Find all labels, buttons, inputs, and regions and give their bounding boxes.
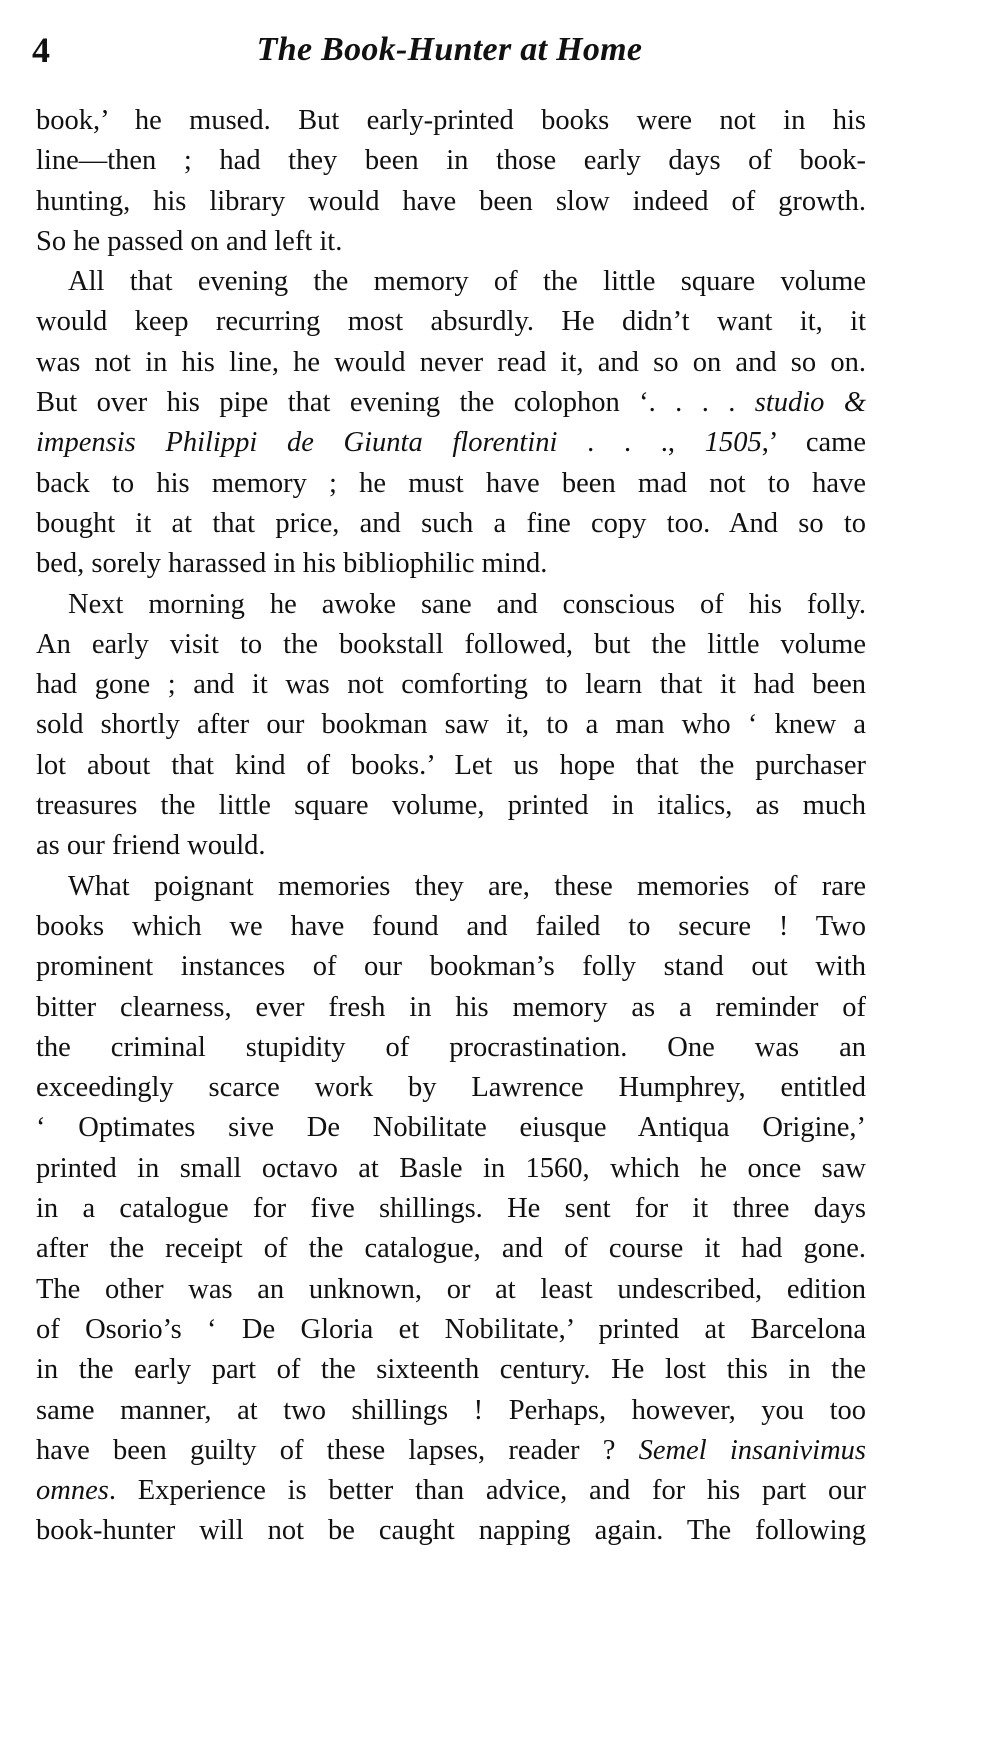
text-run: was not in his line, he would never read it, and so on and so on. bbox=[36, 346, 866, 378]
paragraph bbox=[36, 867, 866, 1552]
text-line bbox=[36, 222, 866, 262]
text-line bbox=[36, 947, 866, 987]
text-run: would keep recurring most absurdly. He didn’t want it, it bbox=[36, 306, 866, 338]
text-run: bitter clearness, ever fresh in his memory as a reminder of bbox=[36, 991, 866, 1023]
text-run: book,’ he mused. But early-printed books were not in his bbox=[36, 105, 866, 136]
text-run: line—then ; had they been in those early days of book- bbox=[36, 145, 866, 177]
text-line bbox=[36, 1391, 866, 1431]
text-line bbox=[36, 1270, 866, 1310]
text-run: the criminal stupidity of procrastination. One was an bbox=[36, 1031, 866, 1063]
italic-text: 1505 bbox=[704, 427, 762, 459]
text-run: So he passed on and left it. bbox=[36, 225, 343, 257]
text-line bbox=[36, 262, 866, 302]
italic-text: impensis Philippi de Giunta florentini bbox=[36, 427, 558, 459]
text-run: . Experience is better than advice, and for his part our bbox=[108, 1475, 866, 1507]
text-line bbox=[36, 585, 866, 625]
text-line bbox=[36, 1189, 866, 1229]
paragraph bbox=[36, 101, 866, 262]
text-line bbox=[36, 826, 866, 866]
text-run: after the receipt of the catalogue, and of course it had gone. bbox=[36, 1233, 866, 1265]
text-run: books which we have found and failed to secure ! Two bbox=[36, 910, 866, 942]
text-line bbox=[36, 182, 866, 222]
page-number: 4 bbox=[32, 30, 50, 70]
text-line bbox=[36, 1511, 866, 1551]
text-run: of Osorio’s ‘ De Gloria et Nobilitate,’ printed at Barcelona bbox=[36, 1313, 866, 1345]
text-line bbox=[36, 665, 866, 705]
text-line bbox=[36, 464, 866, 504]
text-line bbox=[36, 1471, 866, 1511]
italic-text: studio & bbox=[754, 387, 866, 419]
text-line bbox=[36, 383, 866, 423]
text-line bbox=[36, 746, 866, 786]
text-run: treasures the little square volume, printed in italics, as much bbox=[36, 790, 866, 822]
text-line bbox=[36, 1431, 866, 1471]
text-run: in the early part of the sixteenth century. He lost this in the bbox=[36, 1354, 866, 1386]
paragraph bbox=[36, 262, 866, 584]
text-run: ‘ Optimates sive De Nobilitate eiusque Antiqua Origine,’ bbox=[36, 1112, 866, 1144]
text-line bbox=[36, 907, 866, 947]
text-line bbox=[36, 1028, 866, 1068]
text-line bbox=[36, 544, 866, 584]
text-run: printed in small octavo at Basle in 1560, which he once saw bbox=[36, 1152, 866, 1184]
text-run: have been guilty of these lapses, reader ? bbox=[36, 1434, 639, 1466]
text-run: back to his memory ; he must have been mad not to have bbox=[36, 467, 866, 499]
text-run: as our friend would. bbox=[36, 830, 266, 862]
text-line bbox=[36, 786, 866, 826]
text-line bbox=[36, 504, 866, 544]
text-run: same manner, at two shillings ! Perhaps, however, you too bbox=[36, 1394, 866, 1426]
text-line bbox=[36, 705, 866, 745]
page-header bbox=[32, 20, 867, 80]
text-run: in a catalogue for five shillings. He sent for it three days bbox=[36, 1193, 866, 1225]
text-run: prominent instances of our bookman’s folly stand out with bbox=[36, 951, 866, 983]
body-text bbox=[36, 101, 866, 1552]
text-run: . . ., bbox=[557, 427, 705, 459]
text-line bbox=[36, 302, 866, 342]
text-run: But over his pipe that evening the colophon ‘. . . . bbox=[36, 387, 755, 419]
text-line bbox=[36, 867, 866, 907]
text-line bbox=[36, 1149, 866, 1189]
text-run: Next morning he awoke sane and conscious of his folly. bbox=[68, 588, 866, 620]
text-line bbox=[36, 141, 866, 181]
text-line bbox=[36, 1350, 866, 1390]
text-run: An early visit to the bookstall followed, but the little volume bbox=[36, 628, 866, 660]
text-run: book-hunter will not be caught napping again. The following bbox=[36, 1515, 866, 1547]
italic-text: omnes bbox=[36, 1475, 109, 1507]
text-line bbox=[36, 1068, 866, 1108]
text-line bbox=[36, 1310, 866, 1350]
text-run: All that evening the memory of the little square volume bbox=[68, 266, 866, 298]
text-line bbox=[36, 101, 866, 141]
text-line bbox=[36, 1108, 866, 1148]
text-run: What poignant memories they are, these memories of rare bbox=[68, 870, 866, 902]
running-title: The Book-Hunter at Home bbox=[256, 31, 643, 68]
italic-text: Semel insanivimus bbox=[638, 1434, 866, 1466]
text-run: exceedingly scarce work by Lawrence Humphrey, entitled bbox=[36, 1072, 866, 1104]
text-run: had gone ; and it was not comforting to learn that it had been bbox=[36, 669, 866, 701]
text-run: hunting, his library would have been slow indeed of growth. bbox=[36, 185, 866, 217]
text-line bbox=[36, 1229, 866, 1269]
text-run: lot about that kind of books.’ Let us hope that the purchaser bbox=[36, 749, 866, 781]
text-line bbox=[36, 423, 866, 463]
text-line bbox=[36, 343, 866, 383]
text-line bbox=[36, 625, 866, 665]
text-line bbox=[36, 988, 866, 1028]
text-run: ,’ came bbox=[761, 427, 866, 459]
paragraph bbox=[36, 585, 866, 867]
text-run: The other was an unknown, or at least undescribed, edition bbox=[36, 1273, 866, 1305]
text-run: bed, sorely harassed in his bibliophilic mind. bbox=[36, 548, 548, 580]
text-run: bought it at that price, and such a fine copy too. And so to bbox=[36, 507, 866, 539]
text-run: sold shortly after our bookman saw it, to a man who ‘ knew a bbox=[36, 709, 866, 741]
